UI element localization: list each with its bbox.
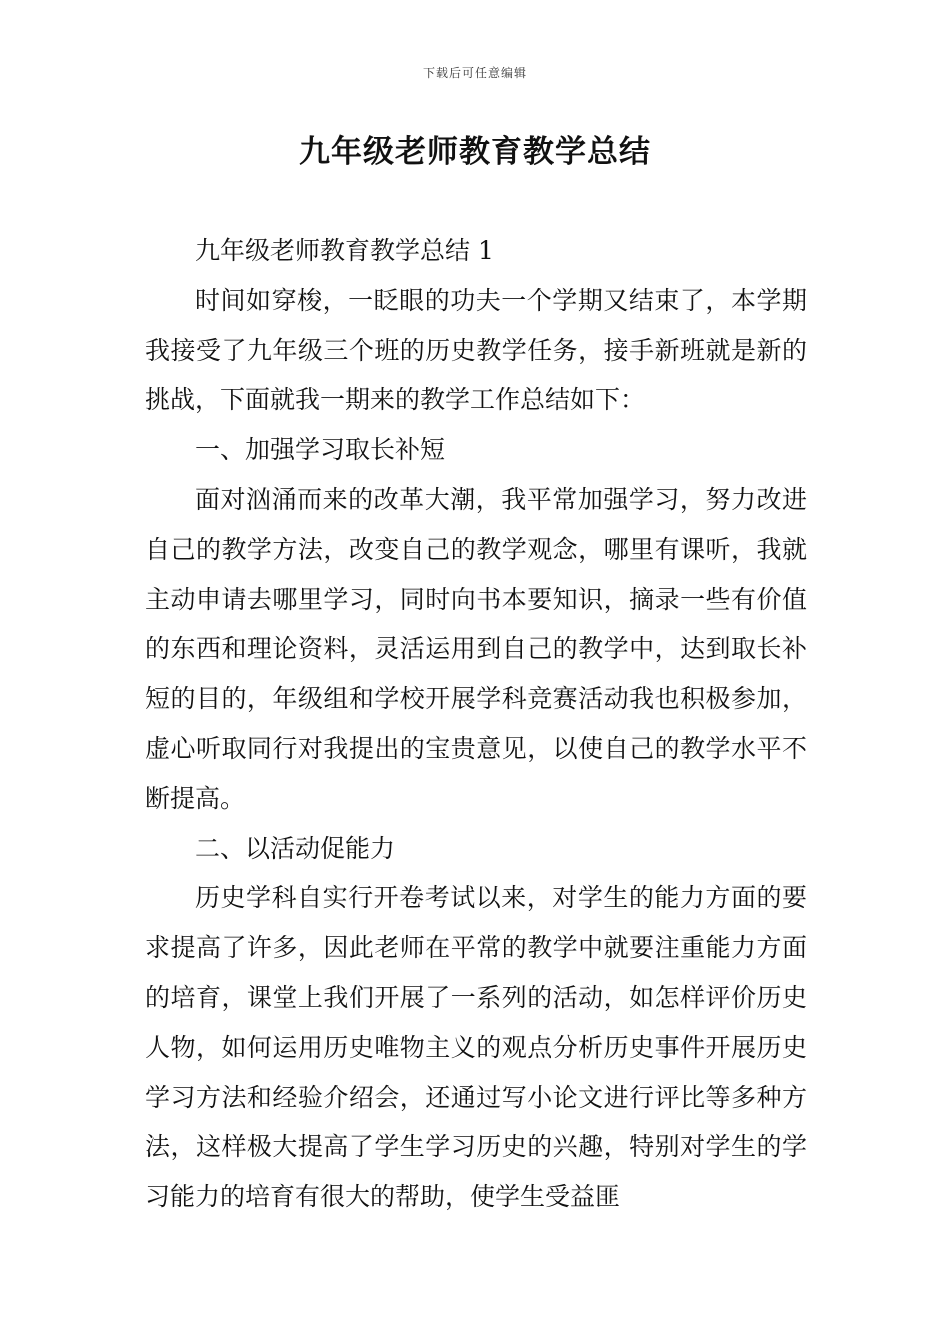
section-heading: 二、以活动促能力 [195,833,396,863]
header-note: 下载后可任意编辑 [422,66,527,80]
paragraph: 时间如穿梭，一眨眼的功夫一个学期又结束了，本学期我接受了九年级三个班的历史教学任务，接手新班就是新的挑战，下面就我一期来的教学工作总结如下： [145,285,807,415]
section-heading: 一、加强学习取长补短 [195,435,446,465]
document-title: 九年级老师教育教学总结 [299,134,651,170]
paragraph: 面对汹涌而来的改革大潮，我平常加强学习，努力改进自己的教学方法，改变自己的教学观念，哪里有课听，我就主动申请去哪里学习，同时向书本要知识，摘录一些有价值的东西和理论资料，灵活运用到自己的教学中，达到取长补短的目的，年级组和学校开展学科竞赛活动我也积极参加，虚心听取同行对我提出的宝贵意见，以使自己的教学水平不断提高。 [145,484,807,813]
paragraph: 历史学科自实行开卷考试以来，对学生的能力方面的要求提高了许多，因此老师在平常的教学中就要注重能力方面的培育，课堂上我们开展了一系列的活动，如怎样评价历史人物，如何运用历史唯物主义的观点分析历史事件开展历史学习方法和经验介绍会，还通过写小论文进行评比等多种方法，这样极大提高了学生学习历史的兴趣，特别对学生的学习能力的培育有很大的帮助，使学生受益匪 [145,883,807,1212]
section-heading: 九年级老师教育教学总结 1 [195,236,494,265]
document-body [145,226,807,1222]
